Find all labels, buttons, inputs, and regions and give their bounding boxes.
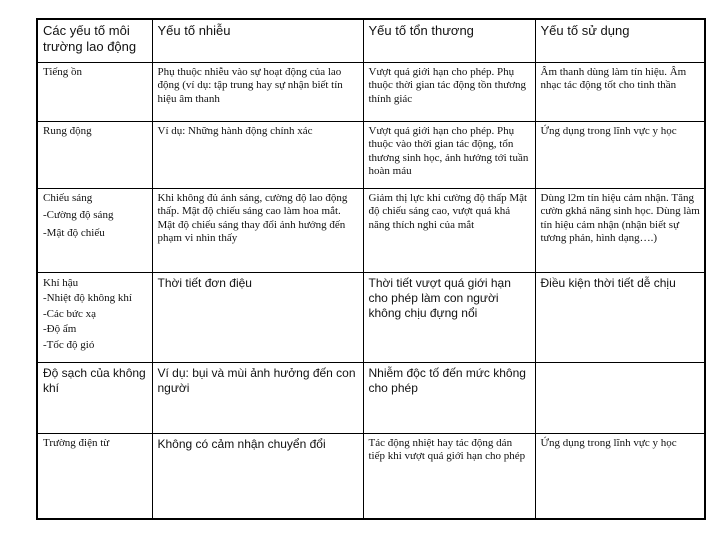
- row-noise-text-2: Mật độ chiếu sáng thay đổi ảnh hưởng đến phạm vi nhìn thấy: [157, 218, 346, 244]
- row-noise-text: Khi không đủ ánh sáng, cường độ lao động thấp. Mật độ chiếu sáng cao làm hoa mắt.: [157, 191, 348, 217]
- header-noise-factors: Yếu tố nhiễu: [152, 19, 363, 62]
- row-noise-cell: Ví dụ: Những hành động chính xác: [152, 121, 363, 188]
- row-harm-cell: Vượt quá giới hạn cho phép. Phụ thuộc thời gian tác động tồn thương thính giác: [363, 62, 535, 121]
- row-harm-cell: Nhiễm độc tố đến mức không cho phép: [363, 362, 535, 433]
- row-harm-cell: Vượt quá giới hạn cho phép. Phụ thuộc vào thời gian tác động, tổn thương sinh học, ảnh hưởng tới tuần hoàn máu: [363, 121, 535, 188]
- row-factor-sub-item: -Nhiệt độ không khí: [43, 292, 132, 304]
- row-use-cell: [535, 362, 705, 433]
- row-noise-cell: Không có cảm nhận chuyển đổi: [152, 433, 363, 519]
- header-environment-factors: Các yếu tố môi trường lao động: [37, 19, 152, 62]
- header-use-factors: Yếu tố sử dụng: [535, 19, 705, 62]
- row-noise-cell: Phụ thuộc nhiễu vào sự hoạt động của lao động (ví dụ: tập trung hay sự nhận biết tín hiệu âm thanh: [152, 62, 363, 121]
- row-factor-label: Tiếng ồn: [43, 65, 83, 78]
- row-noise-cell: Thời tiết đơn điệu: [152, 272, 363, 362]
- row-harm-cell: Tác động nhiệt hay tác động dán tiếp khi vượt quá giới hạn cho phép: [363, 433, 535, 519]
- row-factor-sub-item: -Mật độ chiếu: [43, 226, 105, 239]
- row-noise-cell: [152, 188, 363, 272]
- table-row: [37, 62, 705, 121]
- row-use-cell: Điều kiện thời tiết dễ chịu: [535, 272, 705, 362]
- row-factor-label: Trường điện từ: [43, 436, 110, 449]
- table-row: [37, 188, 705, 272]
- row-factor-sub-item: -Độ ẩm: [43, 323, 77, 335]
- table-row: [37, 433, 705, 519]
- header-harm-factors: Yếu tố tổn thương: [363, 19, 535, 62]
- row-factor-cell: [37, 272, 152, 362]
- row-use-cell: Ứng dụng trong lĩnh vực y học: [535, 433, 705, 519]
- row-factor-sub-item: -Tốc độ gió: [43, 338, 95, 351]
- row-factor-cell: [37, 121, 152, 188]
- row-factor-sub-item: -Các bức xạ: [43, 307, 96, 320]
- row-factor-label: Rung động: [43, 124, 92, 137]
- table-row: [37, 121, 705, 188]
- row-factor-cell: [37, 362, 152, 433]
- row-factor-label: Khí hậu: [43, 276, 79, 289]
- row-use-cell: Dùng l2m tín hiệu cảm nhận. Tăng cườn gkhả năng sinh học. Dùng làm tín hiệu cảm nhận (nhận biết sự tương phản, hình dạng….): [535, 188, 705, 272]
- row-use-cell: Âm thanh dùng làm tín hiệu. Âm nhạc tác động tốt cho tinh thần: [535, 62, 705, 121]
- environment-factors-table: [36, 18, 706, 520]
- row-factor-cell: [37, 188, 152, 272]
- table-row: [37, 272, 705, 362]
- row-harm-cell: Thời tiết vượt quá giới hạn cho phép làm con người không chịu đựng nổi: [363, 272, 535, 362]
- row-factor-sub-item: -Cường độ sáng: [43, 209, 114, 221]
- row-use-cell: Ứng dụng trong lĩnh vực y học: [535, 121, 705, 188]
- table-header-row: [37, 19, 705, 62]
- row-factor-cell: [37, 62, 152, 121]
- row-factor-label: Chiếu sáng: [43, 191, 93, 204]
- row-harm-cell: Giảm thị lực khi cường độ thấp Mật độ chiếu sáng cao, vượt quá khả năng thích nghi của mắt: [363, 188, 535, 272]
- row-factor-label: Độ sạch của không khí: [43, 365, 146, 395]
- table-row: [37, 362, 705, 433]
- row-factor-cell: [37, 433, 152, 519]
- row-noise-cell: Ví dụ: bụi và mùi ảnh hưởng đến con người: [152, 362, 363, 433]
